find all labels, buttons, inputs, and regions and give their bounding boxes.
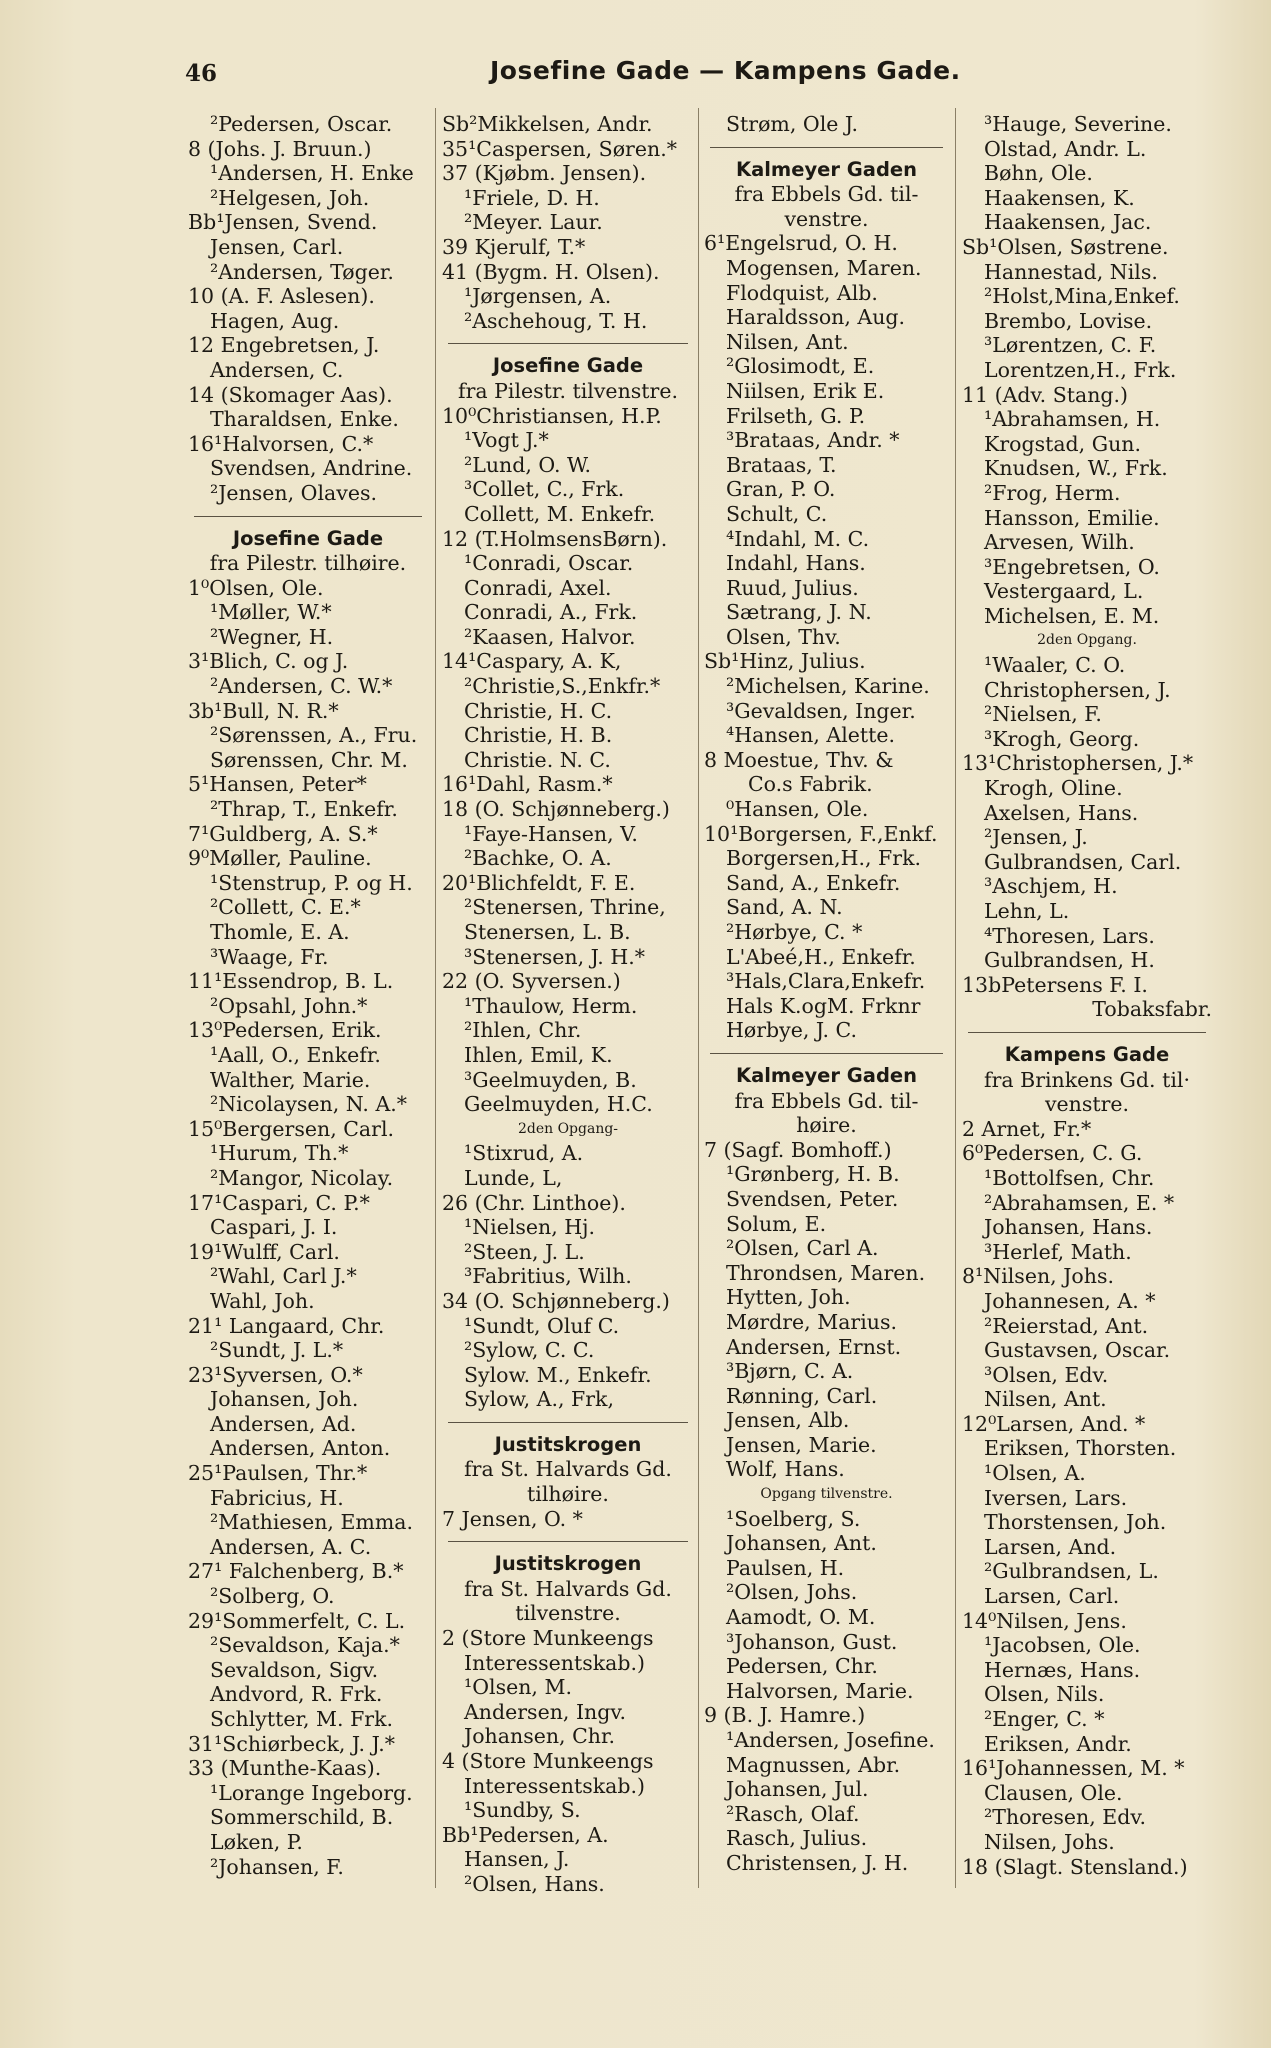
street-subheading: venstre. (1044, 1092, 1130, 1117)
street-subheading: 2den Opgang. (1037, 632, 1137, 649)
directory-entry: 18 (O. Schjønneberg.) (442, 797, 670, 822)
directory-entry: 35¹Caspersen, Søren.* (442, 136, 677, 161)
directory-entry: Andersen, Ernst. (726, 1334, 902, 1359)
directory-entry: Wahl, Joh. (210, 1288, 315, 1313)
directory-entry: ²Andersen, C. W.* (210, 674, 393, 699)
directory-entry: 4 (Store Munkeengs (442, 1749, 654, 1773)
directory-entry: Sylow. M., Enkefr. (464, 1362, 652, 1387)
directory-entry: ²Olsen, Hans. (464, 1871, 605, 1896)
street-subheading: fra Ebbels Gd. til- (734, 182, 919, 207)
directory-entry: ²Jensen, J. (984, 825, 1088, 850)
directory-entry: ³Engebretsen, O. (984, 554, 1160, 579)
directory-entry: Bb¹Pedersen, A. (442, 1822, 609, 1847)
directory-entry: Svendsen, Andrine. (210, 456, 413, 481)
directory-entry: Pedersen, Chr. (726, 1654, 878, 1679)
directory-entry: Fabricius, H. (210, 1485, 344, 1510)
section-rule (710, 1053, 943, 1054)
directory-entry: 6¹Engelsrud, O. H. (704, 231, 898, 256)
directory-entry: ²Gulbrandsen, L. (984, 1559, 1159, 1584)
directory-entry: ²Sylow, C. C. (464, 1338, 595, 1363)
page-title: Josefine Gade — Kampens Gade. (490, 56, 961, 85)
directory-entry: 21¹ Langaard, Chr. (188, 1313, 385, 1338)
directory-entry: 9⁰Møller, Pauline. (188, 846, 372, 871)
directory-entry: 17¹Caspari, C. P.* (188, 1190, 370, 1215)
directory-entry: ²Thrap, T., Enkefr. (210, 797, 398, 822)
directory-entry: Jensen, Marie. (726, 1432, 877, 1457)
directory-entry: ²Sørenssen, A., Fru. (210, 723, 418, 748)
directory-entry: Indahl, Hans. (726, 551, 866, 576)
street-heading: Justitskrogen (494, 1432, 642, 1456)
directory-entry: Christie. N. C. (464, 747, 611, 772)
directory-entry: 12 (T.HolmsensBørn). (442, 526, 668, 551)
directory-entry: Johannesen, A. * (984, 1288, 1156, 1313)
directory-entry: ²Jensen, Olaves. (210, 480, 377, 505)
directory-entry: ³Stenersen, J. H.* (464, 944, 645, 969)
directory-entry: ¹Grønberg, H. B. (726, 1162, 900, 1187)
directory-entry: L'Abeé,H., Enkefr. (726, 944, 916, 969)
directory-entry: Andersen, Ingv. (464, 1699, 627, 1724)
directory-entry: 14 (Skomager Aas). (188, 382, 393, 407)
section-rule (448, 1541, 688, 1542)
directory-entry: Sevaldson, Sigv. (210, 1657, 379, 1682)
directory-entry: ¹Stixrud, A. (464, 1141, 584, 1166)
directory-entry: Tharaldsen, Enke. (210, 407, 399, 432)
directory-entry: 31¹Schiørbeck, J. J.* (188, 1731, 395, 1756)
directory-entry: ¹Faye-Hansen, V. (464, 821, 638, 846)
directory-entry: ²Sevaldson, Kaja.* (210, 1633, 400, 1658)
directory-entry: 13⁰Pedersen, Erik. (188, 1018, 382, 1043)
directory-entry: Thorstensen, Joh. (984, 1510, 1167, 1535)
directory-entry: ²Mathiesen, Emma. (210, 1510, 414, 1535)
directory-entry: ²Mangor, Nicolay. (210, 1165, 394, 1190)
page-number: 46 (185, 60, 218, 87)
directory-entry: 13bPetersens F. I. (962, 972, 1148, 997)
directory-entry: Christensen, J. H. (726, 1850, 909, 1875)
directory-entry: Lehn, L. (984, 899, 1070, 923)
directory-entry: Flodquist, Alb. (726, 280, 878, 305)
directory-entry: Andersen, Ad. (210, 1411, 357, 1436)
directory-entry: Rønning, Carl. (726, 1383, 878, 1408)
directory-entry: Magnussen, Abr. (726, 1752, 901, 1777)
directory-entry: ¹Vogt J.* (464, 428, 549, 453)
directory-entry: 15⁰Bergersen, Carl. (188, 1116, 395, 1141)
directory-entry: ¹Friele, D. H. (464, 185, 600, 210)
directory-entry: Hansen, J. (464, 1847, 570, 1872)
directory-entry: ⁴Indahl, M. C. (726, 526, 870, 551)
directory-entry: ¹Jørgensen, A. (464, 284, 612, 309)
directory-entry: 29¹Sommerfelt, C. L. (188, 1608, 406, 1633)
directory-entry: ³Bjørn, C. A. (726, 1359, 854, 1384)
directory-entry: ²Ihlen, Chr. (464, 1018, 582, 1043)
directory-entry: ³Hauge, Severine. (984, 112, 1172, 136)
street-heading: Kampens Gade (1004, 1042, 1170, 1066)
directory-entry: ²Abrahamsen, E. * (984, 1190, 1175, 1215)
directory-entry: ²Rasch, Olaf. (726, 1801, 860, 1826)
directory-entry: Sand, A., Enkefr. (726, 870, 901, 895)
directory-entry: Schult, C. (726, 501, 828, 526)
directory-entry: Hannestad, Nils. (984, 259, 1158, 284)
directory-entry: ¹Møller, W.* (210, 600, 332, 625)
directory-entry: 20¹Blichfeldt, F. E. (442, 870, 636, 895)
directory-entry: Sb¹Olsen, Søstrene. (962, 234, 1169, 259)
directory-entry: Walther, Marie. (210, 1067, 371, 1092)
column-4 (962, 112, 1212, 1879)
directory-entry: ²Olsen, Carl A. (726, 1236, 879, 1261)
directory-entry: Haraldsson, Aug. (726, 305, 906, 330)
directory-entry: ²Bachke, O. A. (464, 846, 612, 871)
directory-entry: Hernæs, Hans. (984, 1657, 1141, 1682)
directory-entry: ¹Soelberg, S. (726, 1506, 861, 1531)
directory-entry: ¹Lorange Ingeborg. (210, 1780, 413, 1805)
directory-entry: Sand, A. N. (726, 895, 843, 920)
directory-entry: 22 (O. Syversen.) (442, 969, 621, 994)
directory-entry: ⁴Thoresen, Lars. (984, 923, 1155, 948)
directory-entry: Sylow, A., Frk, (464, 1387, 614, 1412)
directory-entry: ³Gevaldsen, Inger. (726, 698, 916, 723)
directory-entry: 14⁰Nilsen, Jens. (962, 1608, 1127, 1633)
directory-entry: ⁰Hansen, Ole. (726, 797, 869, 822)
street-subheading: tilhøire. (527, 1482, 609, 1507)
directory-entry: ²Nicolaysen, N. A.* (210, 1092, 408, 1117)
directory-entry: 3¹Blich, C. og J. (188, 649, 349, 674)
directory-entry: ²Kaasen, Halvor. (464, 624, 636, 649)
directory-entry: ²Andersen, Tøger. (210, 259, 394, 284)
directory-entry: Krogh, Oline. (984, 776, 1123, 801)
directory-entry: ³Collet, C., Frk. (464, 477, 625, 502)
directory-entry: Christophersen, J. (984, 677, 1171, 702)
directory-entry: 14¹Caspary, A. K, (442, 649, 622, 674)
directory-entry: 13¹Christophersen, J.* (962, 751, 1194, 776)
section-rule (710, 147, 943, 148)
directory-entry: ²Michelsen, Karine. (726, 674, 930, 699)
directory-entry: Michelsen, E. M. (984, 603, 1160, 628)
directory-entry: Johansen, Jul. (726, 1777, 869, 1802)
directory-entry: 12 Engebretsen, J. (188, 333, 380, 358)
directory-entry: Svendsen, Peter. (726, 1186, 899, 1211)
section-rule (448, 1422, 688, 1423)
directory-entry: ²Frog, Herm. (984, 480, 1121, 505)
street-subheading: 2den Opgang- (517, 1120, 619, 1137)
directory-entry: ²Steen, J. L. (464, 1239, 585, 1264)
directory-entry: Caspari, J. I. (210, 1215, 338, 1240)
directory-entry: Lunde, L, (464, 1165, 563, 1190)
column-divider (435, 108, 436, 1888)
directory-entry: Axelsen, Hans. (984, 800, 1139, 825)
directory-entry: Strøm, Ole J. (726, 112, 859, 136)
directory-entry: 3b¹Bull, N. R.* (188, 698, 339, 723)
directory-entry: Haakensen, Jac. (984, 210, 1152, 235)
directory-entry: Hansson, Emilie. (984, 505, 1160, 530)
directory-entry: ¹Thaulow, Herm. (464, 993, 638, 1018)
directory-entry: Interessentskab.) (464, 1773, 646, 1798)
directory-entry: Knudsen, W., Frk. (984, 456, 1168, 481)
directory-entry: ²Stenersen, Thrine, (464, 895, 666, 920)
directory-entry: ²Solberg, O. (210, 1584, 335, 1609)
directory-entry: Mørdre, Marius. (726, 1309, 898, 1334)
section-rule (968, 1032, 1206, 1033)
directory-entry: 41 (Bygm. H. Olsen). (442, 259, 660, 284)
directory-entry: Throndsen, Maren. (726, 1260, 926, 1285)
directory-entry: ¹Bottolfsen, Chr. (984, 1165, 1155, 1190)
directory-entry: Christie, H. B. (464, 723, 613, 748)
directory-entry: Halvorsen, Marie. (726, 1678, 914, 1703)
directory-entry: 8 (Johs. J. Bruun.) (188, 136, 372, 161)
directory-entry: 10⁰Christiansen, H.P. (442, 403, 662, 428)
street-heading: Justitskrogen (494, 1552, 642, 1576)
directory-entry: Eriksen, Andr. (984, 1731, 1132, 1756)
street-subheading: høire. (796, 1113, 857, 1138)
section-rule (448, 343, 688, 344)
street-subheading: tilvenstre. (515, 1601, 621, 1626)
directory-entry: Larsen, And. (984, 1534, 1117, 1559)
directory-entry: Bøhn, Ole. (984, 161, 1093, 186)
directory-entry: ³Johanson, Gust. (726, 1629, 898, 1654)
directory-entry: Frilseth, G. P. (726, 403, 866, 428)
directory-entry: ²Hørbye, C. * (726, 920, 863, 944)
directory-entry: 23¹Syversen, O.* (188, 1362, 363, 1387)
directory-entry: Andersen, A. C. (210, 1534, 372, 1559)
directory-entry: 16¹Halvorsen, C.* (188, 431, 374, 456)
directory-entry: Vestergaard, L. (984, 579, 1144, 604)
directory-entry: Gulbrandsen, H. (984, 948, 1155, 973)
directory-entry: ³Olsen, Edv. (984, 1362, 1109, 1387)
directory-entry: Brembo, Lovise. (984, 308, 1153, 333)
directory-entry: Thomle, E. A. (210, 920, 350, 944)
directory-entry: ²Opsahl, John.* (210, 993, 368, 1018)
directory-entry: Niilsen, Erik E. (726, 378, 885, 403)
column-divider (698, 108, 699, 1888)
directory-entry: Iversen, Lars. (984, 1485, 1128, 1510)
directory-entry: Haakensen, K. (984, 185, 1135, 210)
directory-entry: ²Thoresen, Edv. (984, 1805, 1147, 1830)
street-heading: Kalmeyer Gaden (735, 157, 918, 181)
directory-entry: Conradi, Axel. (464, 575, 612, 600)
directory-entry: 2 Arnet, Fr.* (962, 1116, 1092, 1141)
directory-entry: ²Enger, C. * (984, 1707, 1105, 1731)
directory-entry: Nilsen, Ant. (984, 1387, 1107, 1412)
directory-entry: ¹Andersen, Josefine. (726, 1728, 935, 1752)
directory-entry: Nilsen, Johs. (984, 1829, 1115, 1854)
directory-entry: ²Lund, O. W. (464, 452, 592, 477)
directory-entry: Gustavsen, Oscar. (984, 1338, 1171, 1363)
directory-entry: Hørbye, J. C. (726, 1018, 858, 1043)
directory-entry: Brataas, T. (726, 452, 837, 477)
directory-entry: ³Brataas, Andr. * (726, 428, 900, 453)
directory-entry: Mogensen, Maren. (726, 255, 922, 280)
directory-entry: ¹Jacobsen, Ole. (984, 1633, 1141, 1658)
directory-entry: Borgersen,H., Frk. (726, 846, 922, 871)
directory-entry: Hytten, Joh. (726, 1285, 851, 1310)
directory-entry: Andersen, Anton. (210, 1436, 391, 1461)
directory-entry: 11¹Essendrop, B. L. (188, 969, 394, 994)
directory-entry: 12⁰Larsen, And. * (962, 1411, 1146, 1436)
directory-entry: ²Aschehoug, T. H. (464, 308, 648, 333)
directory-entry: 34 (O. Schjønneberg.) (442, 1288, 670, 1313)
directory-entry: Conradi, A., Frk. (464, 600, 638, 625)
street-subheading: fra Pilestr. tilvenstre. (458, 378, 678, 403)
directory-entry: ²Christie,S.,Enkfr.* (464, 674, 661, 699)
directory-entry: Gran, P. O. (726, 477, 836, 502)
directory-entry: Bb¹Jensen, Svend. (188, 210, 378, 235)
directory-entry: ²Pedersen, Oscar. (210, 112, 393, 136)
directory-entry: ²Wegner, H. (210, 624, 334, 649)
directory-entry: ²Wahl, Carl J.* (210, 1264, 357, 1289)
directory-entry: Solum, E. (726, 1211, 827, 1236)
directory-entry: ¹Nielsen, Hj. (464, 1215, 596, 1240)
directory-entry: 10¹Borgersen, F.,Enkf. (704, 821, 938, 846)
street-heading: Josefine Gade (492, 354, 644, 378)
directory-entry: 39 Kjerulf, T.* (442, 234, 586, 259)
street-heading: Kalmeyer Gaden (735, 1063, 918, 1087)
directory-entry: 11 (Adv. Stang.) (962, 382, 1129, 407)
directory-entry: Krogstad, Gun. (984, 431, 1142, 456)
directory-entry: Olsen, Thv. (726, 624, 841, 649)
directory-entry: Ihlen, Emil, K. (464, 1042, 613, 1067)
section-rule (194, 516, 422, 517)
directory-entry: ³Herlef, Math. (984, 1239, 1132, 1264)
directory-entry: ²Helgesen, Joh. (210, 185, 370, 210)
directory-entry: Hagen, Aug. (210, 308, 340, 333)
directory-entry: Løken, P. (210, 1829, 303, 1854)
street-heading: Josefine Gade (232, 526, 384, 550)
directory-entry: 27¹ Falchenberg, B.* (188, 1559, 404, 1584)
directory-entry: Gulbrandsen, Carl. (984, 849, 1182, 874)
directory-entry: ³Krogh, Georg. (984, 726, 1140, 751)
directory-entry: Nilsen, Ant. (726, 329, 849, 354)
directory-entry: 9 (B. J. Hamre.) (704, 1703, 866, 1728)
directory-entry: ¹Aall, O., Enkefr. (210, 1042, 381, 1067)
directory-entry: Wolf, Hans. (726, 1457, 845, 1482)
directory-entry: ³Aschjem, H. (984, 874, 1118, 899)
directory-entry: ¹Waaler, C. O. (984, 653, 1126, 678)
directory-entry: ²Johansen, F. (210, 1854, 344, 1879)
directory-entry: ¹Olsen, A. (984, 1461, 1086, 1486)
directory-entry: 7 (Sagf. Bomhoff.) (704, 1137, 892, 1162)
directory-entry: Rasch, Julius. (726, 1826, 868, 1851)
directory-entry: 8¹Nilsen, Johs. (962, 1264, 1114, 1289)
directory-entry: ²Meyer. Laur. (464, 210, 603, 235)
directory-entry: ¹Stenstrup, P. og H. (210, 870, 413, 895)
directory-entry: Jensen, Alb. (726, 1408, 850, 1433)
directory-entry: 25¹Paulsen, Thr.* (188, 1461, 368, 1486)
directory-entry: Sætrang, J. N. (726, 600, 872, 625)
directory-entry: 16¹Johannessen, M. * (962, 1756, 1185, 1781)
directory-entry: Johansen, Hans. (984, 1215, 1153, 1240)
street-subheading: fra St. Halvards Gd. (464, 1576, 672, 1601)
directory-entry: Larsen, Carl. (984, 1584, 1120, 1609)
column-2 (442, 112, 694, 1897)
directory-entry: Collett, M. Enkefr. (464, 501, 656, 526)
directory-entry: Sb¹Hinz, Julius. (704, 649, 866, 674)
directory-entry: Stenersen, L. B. (464, 920, 631, 944)
directory-entry: Aamodt, O. M. (726, 1605, 876, 1630)
directory-entry: 5¹Hansen, Peter* (188, 772, 367, 797)
directory-entry: ¹Andersen, H. Enke (210, 161, 414, 186)
directory-entry: ³Geelmuyden, B. (464, 1067, 637, 1092)
street-subheading: fra Ebbels Gd. til- (734, 1088, 919, 1113)
directory-entry: Schlytter, M. Frk. (210, 1707, 394, 1731)
directory-entry: ²Nielsen, F. (984, 702, 1102, 727)
directory-entry: ¹Olsen, M. (464, 1675, 572, 1700)
directory-entry: ¹Sundt, Oluf C. (464, 1313, 620, 1338)
directory-entry: Johansen, Joh. (210, 1387, 359, 1412)
directory-entry: ³Fabritius, Wilh. (464, 1264, 632, 1289)
directory-entry: ²Holst,Mina,Enkef. (984, 284, 1180, 309)
directory-entry: ³Waage, Fr. (210, 944, 329, 969)
directory-entry: Clausen, Ole. (984, 1780, 1123, 1805)
directory-entry: ³Lørentzen, C. F. (984, 333, 1157, 358)
directory-entry: Jensen, Carl. (210, 234, 344, 259)
directory-entry: Paulsen, H. (726, 1555, 845, 1580)
directory-entry: Sørenssen, Chr. M. (210, 747, 408, 772)
directory-entry: ²Glosimodt, E. (726, 354, 875, 379)
directory-entry: ¹Hurum, Th.* (210, 1141, 349, 1166)
directory-entry: 37 (Kjøbm. Jensen). (442, 161, 647, 186)
column-1 (188, 112, 428, 1879)
directory-entry: Johansen, Chr. (464, 1724, 616, 1749)
directory-entry: Interessentskab.) (464, 1650, 646, 1675)
column-3 (704, 112, 949, 1876)
directory-entry: ³Hals,Clara,Enkefr. (726, 969, 926, 994)
directory-entry: Co.s Fabrik. (748, 772, 873, 797)
directory-entry: Sb²Mikkelsen, Andr. (442, 112, 653, 136)
directory-entry: ¹Conradi, Oscar. (464, 551, 634, 576)
directory-entry: 7 Jensen, O. * (442, 1506, 583, 1531)
directory-entry: 10 (A. F. Aslesen). (188, 284, 375, 309)
directory-entry: Johansen, Ant. (726, 1531, 877, 1556)
directory-entry: 16¹Dahl, Rasm.* (442, 772, 613, 797)
directory-entry: Tobaksfabr. (1092, 997, 1212, 1022)
directory-entry: 8 Moestue, Thv. & (704, 747, 894, 772)
directory-entry: ¹Sundby, S. (464, 1798, 581, 1823)
directory-entry: Geelmuyden, H.C. (464, 1092, 653, 1117)
column-divider (955, 108, 956, 1888)
directory-entry: 1⁰Olsen, Ole. (188, 575, 324, 600)
directory-entry: Christie, H. C. (464, 698, 613, 723)
directory-entry: Andvord, R. Frk. (210, 1682, 383, 1707)
directory-entry: Ruud, Julius. (726, 575, 859, 600)
directory-entry: 19¹Wulff, Carl. (188, 1239, 340, 1264)
directory-entry: Olstad, Andr. L. (984, 136, 1147, 161)
directory-entry: ¹Abrahamsen, H. (984, 407, 1161, 432)
directory-entry: Arvesen, Wilh. (984, 530, 1135, 555)
directory-entry: Andersen, C. (210, 357, 344, 382)
directory-entry: ²Olsen, Johs. (726, 1580, 858, 1605)
directory-entry: Hals K.ogM. Frknr (726, 993, 921, 1018)
street-subheading: Opgang tilvenstre. (760, 1486, 893, 1503)
directory-entry: ²Sundt, J. L.* (210, 1338, 344, 1363)
directory-entry: 18 (Slagt. Stensland.) (962, 1854, 1188, 1879)
directory-entry: 2 (Store Munkeengs (442, 1626, 654, 1651)
directory-entry: ²Collett, C. E.* (210, 895, 361, 920)
street-subheading: fra Pilestr. tilhøire. (209, 551, 407, 576)
street-subheading: fra St. Halvards Gd. (464, 1457, 672, 1482)
directory-entry: 26 (Chr. Linthoe). (442, 1190, 626, 1215)
street-subheading: fra Brinkens Gd. til· (984, 1067, 1190, 1092)
directory-entry: Sommerschild, B. (210, 1805, 394, 1830)
street-subheading: venstre. (784, 206, 869, 231)
directory-entry: Olsen, Nils. (984, 1682, 1105, 1707)
directory-entry: 6⁰Pedersen, C. G. (962, 1141, 1143, 1166)
directory-entry: Lorentzen,H., Frk. (984, 357, 1177, 382)
directory-entry: Eriksen, Thorsten. (984, 1436, 1177, 1461)
directory-entry: 7¹Guldberg, A. S.* (188, 821, 378, 846)
directory-entry: ⁴Hansen, Alette. (726, 723, 896, 748)
directory-entry: 33 (Munthe-Kaas). (188, 1756, 382, 1781)
directory-entry: ²Reierstad, Ant. (984, 1313, 1149, 1338)
